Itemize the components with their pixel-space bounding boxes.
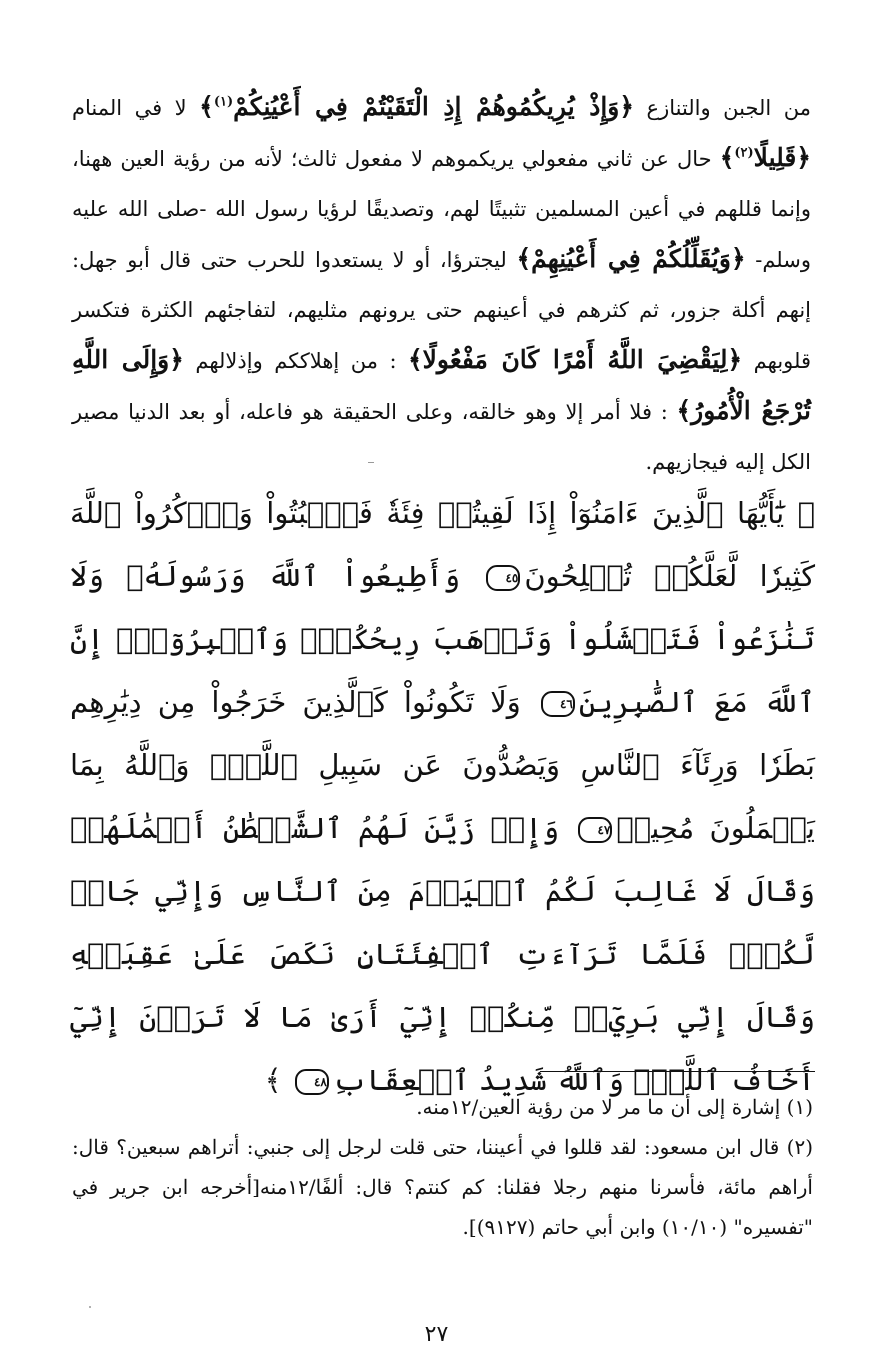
- quran-quote: ﴿وَإِلَى اللَّهِ تُرْجَعُ الْأُمُورُ﴾: [72, 345, 811, 425]
- commentary-text: [72, 82, 811, 487]
- ayah-number-marker: ٤٨: [295, 1069, 329, 1095]
- quran-quote: [720, 143, 811, 172]
- separator-mark: [368, 462, 374, 467]
- commentary-segment: : من إهلاككم وإذلالهم: [183, 349, 409, 373]
- quran-quote-close: ﴾: [719, 143, 735, 172]
- footnotes: [72, 1087, 813, 1247]
- verse-47: وَلَا تَكُونُواْ كَٱلَّذِينَ خَرَجُواْ مِن دِيَٰرِهِم بَطَرٗا وَرِئَآءَ ٱلنَّاسِ وَيَصُدُّونَ عَن سَبِيلِ ٱللَّهِۚ وَٱللَّهُ بِمَا يَعۡمَلُونَ مُحِيطٞ: [70, 685, 815, 845]
- footnote-2: (٢) قال ابن مسعود: لقد قللوا في أعيننا، حتى قلت لرجل إلى جنبي: أتراهم سبعين؟ قال: أراهم مائة، فأسرنا منهم رجلا فقلنا: كم كنتم؟ قال: ألفًا/١٢منه[أخرجه ابن جرير في "تفسيره" (١٠/١٠) وابن أبي حاتم (٩١٢٧)].: [72, 1135, 813, 1239]
- commentary-segment: : فلا أمر إلا وهو خالقه، وعلى الحقيقة هو فاعله، أو بعد الدنيا مصير الكل إليه فيجازيهم.: [72, 400, 811, 474]
- quran-quote: [199, 92, 634, 121]
- quran-quote-text: ﴿وَإِذْ يُرِيكُمُوهُمْ إِذِ الْتَقَيْتُمْ فِي أَعْيُنِكُمْ: [233, 92, 635, 121]
- ayah-number-marker: ٤٥: [486, 565, 520, 591]
- ayah-number-marker: ٤٧: [578, 817, 612, 843]
- verses-close-bracket: ﴾: [264, 1063, 291, 1097]
- verse-46: وَأَطِيعُواْ ٱللَّهَ وَرَسُولَهُۥ وَلَا تَنَٰزَعُواْ فَتَفۡشَلُواْ وَتَذۡهَبَ رِيحُكُمۡۖ وَٱصۡبِرُوٓاْۚ إِنَّ ٱللَّهَ مَعَ ٱلصَّٰبِرِينَ: [70, 559, 815, 719]
- verse-48: وَإِذۡ زَيَّنَ لَهُمُ ٱلشَّيۡطَٰنُ أَعۡمَٰلَهُمۡ وَقَالَ لَا غَالِبَ لَكُمُ ٱلۡيَوۡمَ مِنَ ٱلنَّاسِ وَإِنِّي جَارٞ لَّكُمۡۖ فَلَمَّا تَرَآءَتِ ٱلۡفِئَتَانِ نَكَصَ عَلَىٰ عَقِبَيۡهِ وَقَالَ إِنِّي بَرِيٓءٞ مِّنكُمۡ إِنِّيٓ أَرَىٰ مَا لَا تَرَوۡنَ إِنِّيٓ أَخَافُ ٱللَّهَۚ وَٱللَّهُ شَدِيدُ ٱلۡعِقَابِ: [70, 811, 815, 1097]
- quran-verses-block: [70, 482, 815, 1112]
- scan-speck: [89, 1306, 91, 1308]
- footnote-marker: (١): [213, 94, 234, 110]
- quran-quote-close: ﴾: [199, 92, 214, 121]
- commentary-segment: من الجبن والتنازع: [634, 96, 812, 120]
- page-number: ٢٧: [424, 1322, 449, 1347]
- quran-quote: ﴿لِيَقْضِيَ اللَّهُ أَمْرًا كَانَ مَفْعُولًا﴾: [408, 345, 743, 374]
- footnote-marker: (٢): [734, 145, 754, 161]
- commentary-paragraph: [72, 82, 811, 487]
- commentary-segment: حال عن ثاني مفعولي يريكموهم لا مفعول ثالث؛ لأنه من رؤية العين ههنا، وإنما قللهم في أعين المسلمين تثبيتًا لهم، وتصديقًا لرؤيا رسول الله -صلى الله عليه وسلم-: [72, 147, 812, 272]
- footnote-1: (١) إشارة إلى أن ما مر لا من رؤية العين/١٢منه.: [416, 1095, 813, 1119]
- ayah-number-marker: ٤٦: [541, 691, 575, 717]
- commentary-segment: ليجترؤا، أو لا يستعدوا للحرب حتى قال أبو جهل: إنهم أكلة جزور، ثم كثرهم في أعينهم حتى يرونهم مثليهم، لتفاجئهم الكثرة فتكسر قلوبهم: [72, 248, 811, 373]
- verse-45: يَٰٓأَيُّهَا ٱلَّذِينَ ءَامَنُوٓاْ إِذَا لَقِيتُمۡ فِئَةٗ فَٱثۡبُتُواْ وَٱذۡكُرُواْ ٱللَّهَ كَثِيرٗا لَّعَلَّكُمۡ تُفۡلِحُونَ: [70, 496, 816, 593]
- footnote-divider: [540, 1071, 815, 1072]
- verses-paragraph: [70, 482, 815, 1112]
- verses-open-bracket: ﴿: [784, 496, 816, 530]
- quran-quote: ﴿وَيُقَلِّلُكُمْ فِي أَعْيُنِهِمْ﴾: [516, 244, 746, 273]
- quran-quote-text: ﴿قَلِيلًا: [753, 143, 811, 172]
- commentary-segment: لا في المنام: [72, 96, 200, 120]
